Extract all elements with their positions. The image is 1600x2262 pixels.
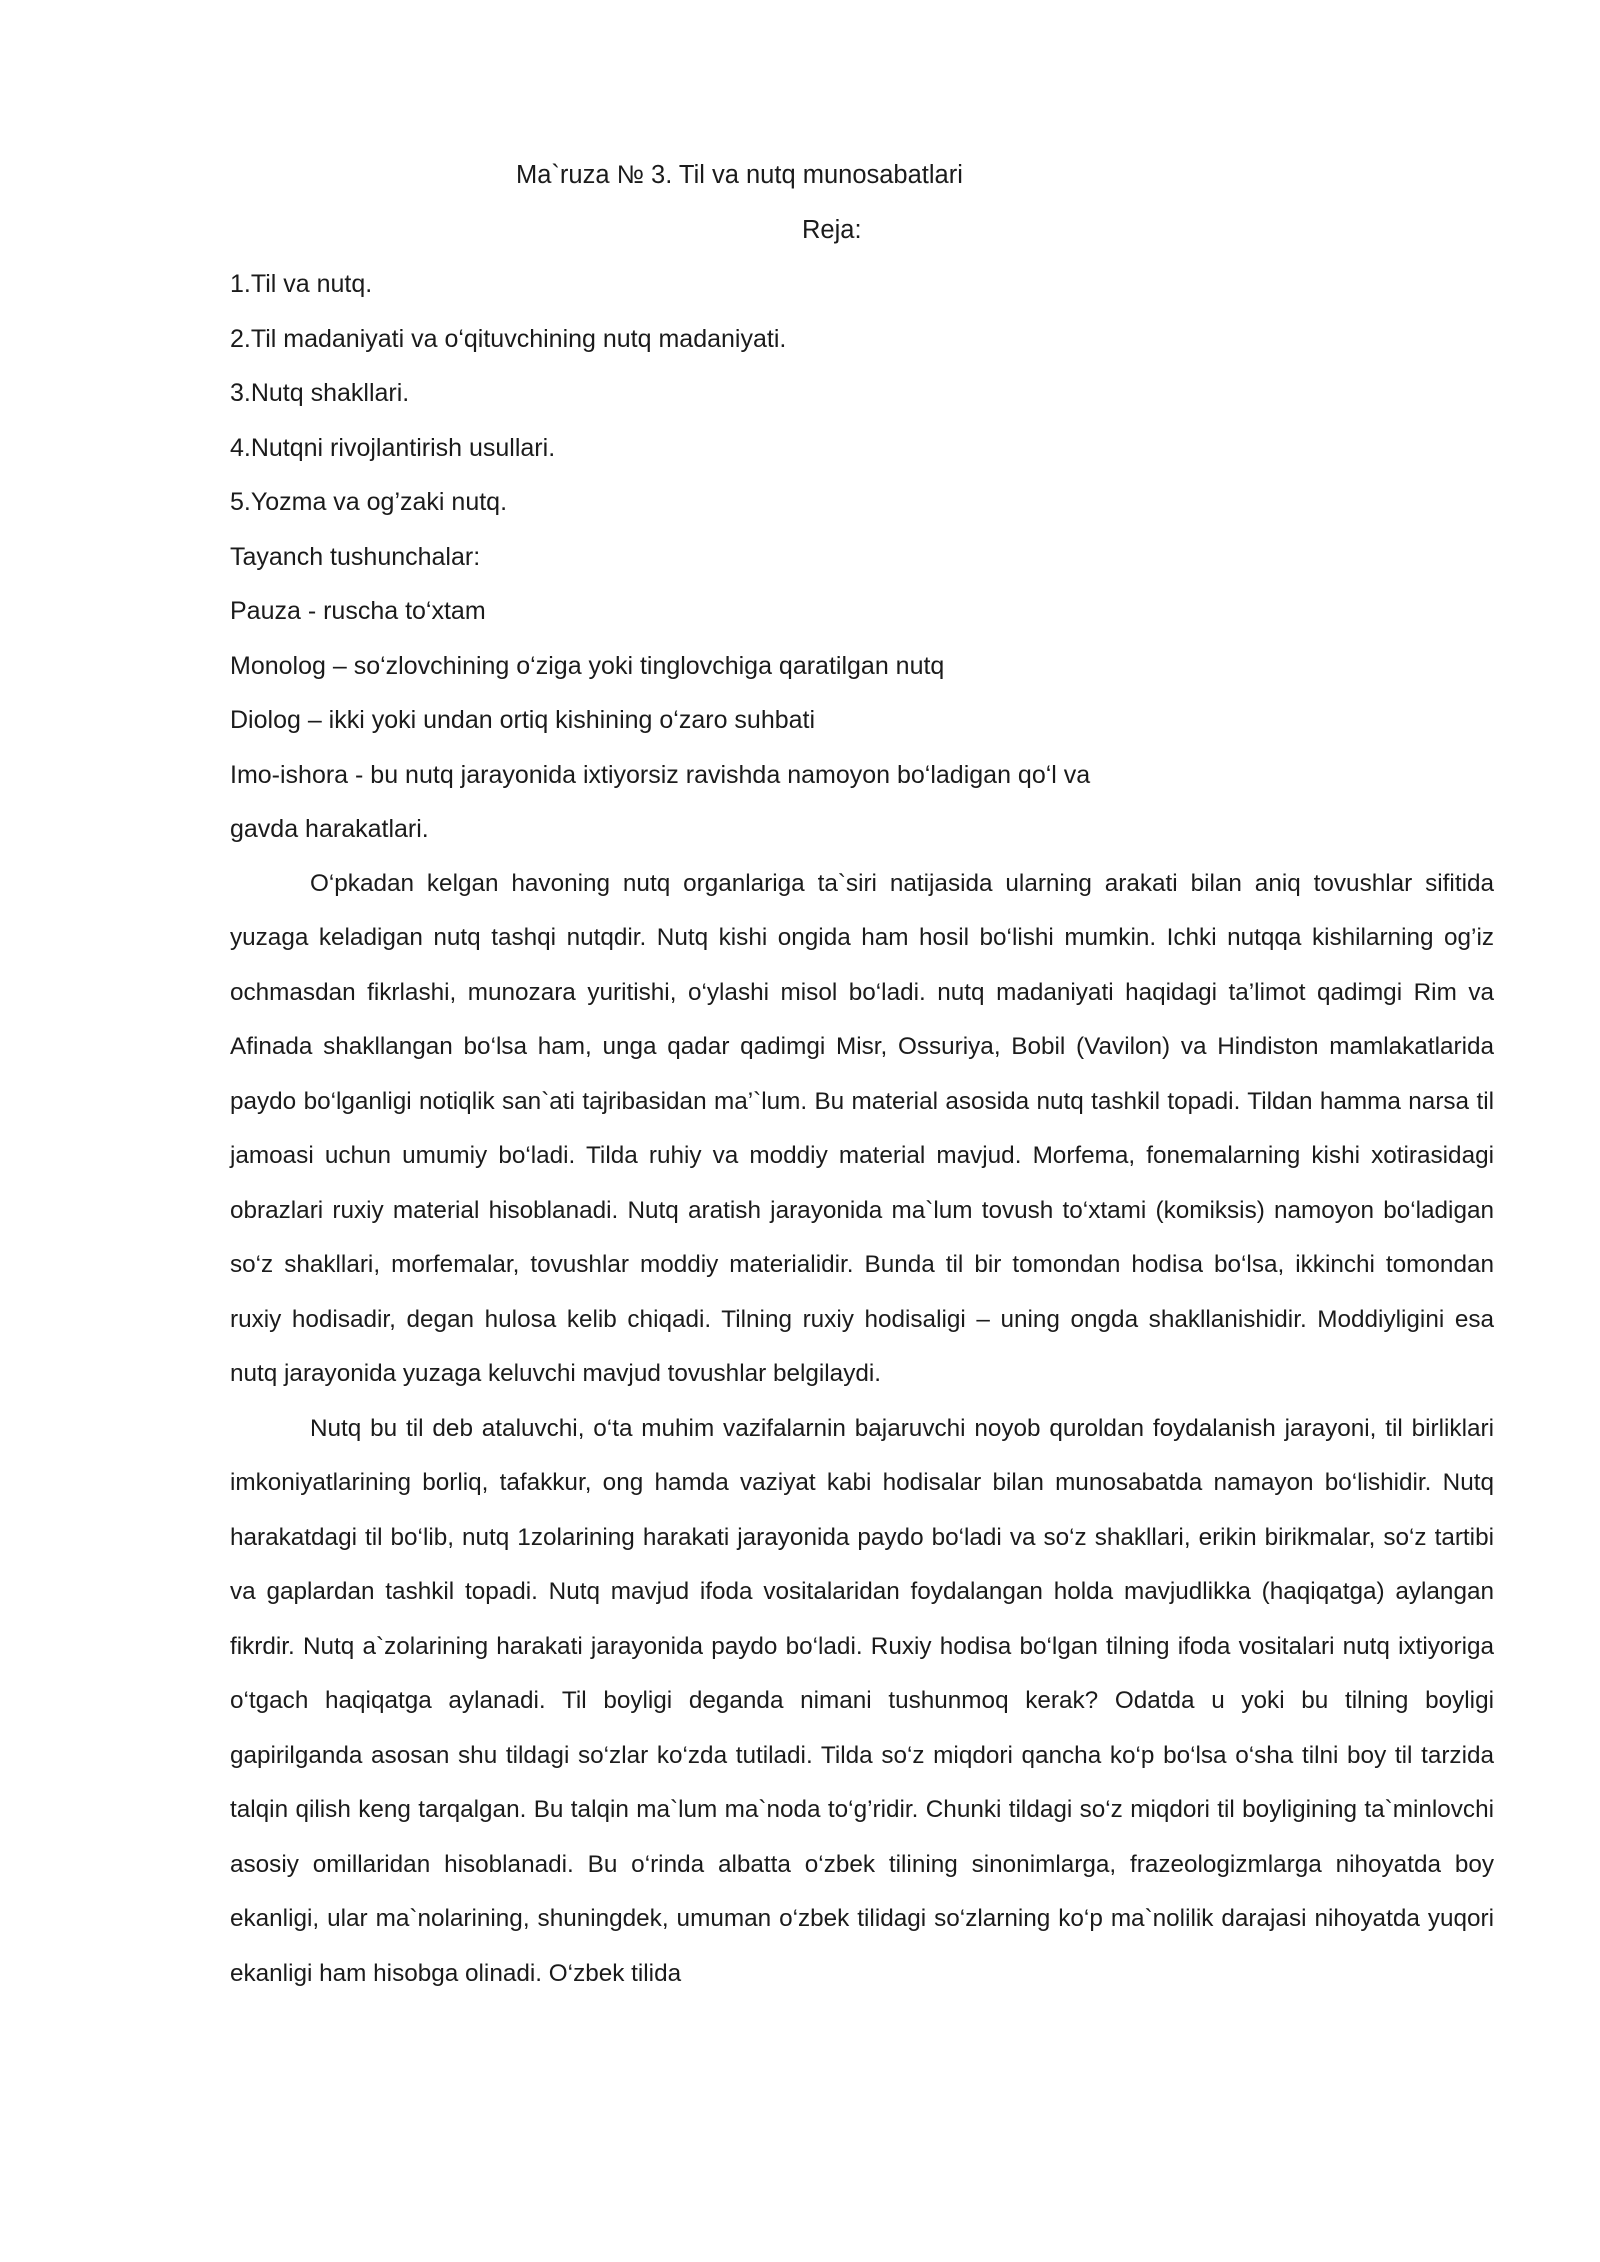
key-term: Imo-ishora - bu nutq jarayonida ixtiyorsiz ravishda namoyon bo‘ladigan qo‘l va bbox=[230, 760, 1091, 789]
plan-item: 1.Til va nutq. bbox=[230, 270, 373, 298]
plan-item: 5.Yozma va og’zaki nutq. bbox=[230, 488, 508, 516]
body-paragraph: Nutq bu til deb ataluvchi, o‘ta muhim vazifalarnin bajaruvchi noyob quroldan foydalanish jarayoni, til birliklari imkoniyatlarining borliq, tafakkur, ong hamda vaziyat kabi hodisalar bilan munosabatda namayon bo‘lishidir. Nutq harakatdagi til bo‘lib, nutq 1zolarining harakati jarayonida paydo bo‘ladi va so‘z shakllari, erikin birikmalar, so‘z tartibi va gaplardan tashkil topadi. Nutq mavjud ifoda vositalaridan foydalangan holda mavjudlikka (haqiqatga) aylangan fikrdir. Nutq a`zolarining harakati jarayonida paydo bo‘ladi. Ruxiy hodisa bo‘lgan tilning ifoda vositalari nutq ixtiyoriga o‘tgach haqiqatga aylanadi. Til boyligi deganda nimani tushunmoq kerak? Odatda u yoki bu tilning boyligi gapirilganda asosan shu tildagi so‘zlar ko‘zda tutiladi. Tilda so‘z miqdori qancha ko‘p bo‘lsa o‘sha tilni boy til tarzida talqin qilish keng tarqalgan. Bu talqin ma`lum ma`noda to‘g’ridir. Chunki tildagi so‘z miqdori til boyligining ta`minlovchi asosiy omillaridan hisoblanadi. Bu o‘rinda albatta o‘zbek tilining sinonimlarga, frazeologizmlarga nihoyatda boy ekanligi, ular ma`nolarining, shuningdek, umuman o‘zbek tilidagi so‘zlarning ko‘p ma`nolilik darajasi nihoyatda yuqori ekanligi ham hisobga olinadi. O‘zbek tilida bbox=[230, 1414, 1494, 1987]
key-term: gavda harakatlari. bbox=[230, 815, 429, 843]
document-body bbox=[230, 148, 1494, 2001]
key-term: Diolog – ikki yoki undan ortiq kishining o‘zaro suhbati bbox=[230, 706, 816, 734]
key-term: Pauza - ruscha to‘xtam bbox=[230, 597, 486, 625]
body-paragraph: O‘pkadan kelgan havoning nutq organlariga ta`siri natijasida ularning arakati bilan aniq tovushlar sifitida yuzaga keladigan nutq tashqi nutqdir. Nutq kishi ongida ham hosil bo‘lishi mumkin. Ichki nutqqa kishilarning og’iz ochmasdan fikrlashi, munozara yuritishi, o‘ylashi misol bo‘ladi. nutq madaniyati haqidagi ta’limot qadimgi Rim va Afinada shakllangan bo‘lsa ham, unga qadar qadimgi Misr, Ossuriya, Bobil (Vavilon) va Hindiston mamlakatlarida paydo bo‘lganligi notiqlik san`ati tajribasidan ma’`lum. Bu material asosida nutq tashkil topadi. Tildan hamma narsa til jamoasi uchun umumiy bo‘ladi. Tilda ruhiy va moddiy material mavjud. Morfema, fonemalarning kishi xotirasidagi obrazlari ruxiy material hisoblanadi. Nutq aratish jarayonida ma`lum tovush to‘xtami (komiksis) namoyon bo‘ladigan so‘z shakllari, morfemalar, tovushlar moddiy materialidir. Bunda til bir tomondan hodisa bo‘lsa, ikkinchi tomondan ruxiy hodisadir, degan hulosa kelib chiqadi. Tilning ruxiy hodisaligi – uning ongda shakllanishidir. Moddiyligini esa nutq jarayonida yuzaga keluvchi mavjud tovushlar belgilaydi. bbox=[230, 869, 1494, 1387]
key-term: Monolog – so‘zlovchining o‘ziga yoki tinglovchiga qaratilgan nutq bbox=[230, 651, 945, 680]
lecture-title: Ma`ruza № 3. Til va nutq munosabatlari bbox=[516, 161, 963, 189]
key-terms-heading: Tayanch tushunchalar: bbox=[230, 542, 481, 571]
plan-item: 3.Nutq shakllari. bbox=[230, 379, 410, 407]
plan-item: 2.Til madaniyati va o‘qituvchining nutq madaniyati. bbox=[230, 324, 787, 353]
plan-item: 4.Nutqni rivojlantirish usullari. bbox=[230, 433, 556, 462]
plan-heading: Reja: bbox=[802, 215, 862, 244]
